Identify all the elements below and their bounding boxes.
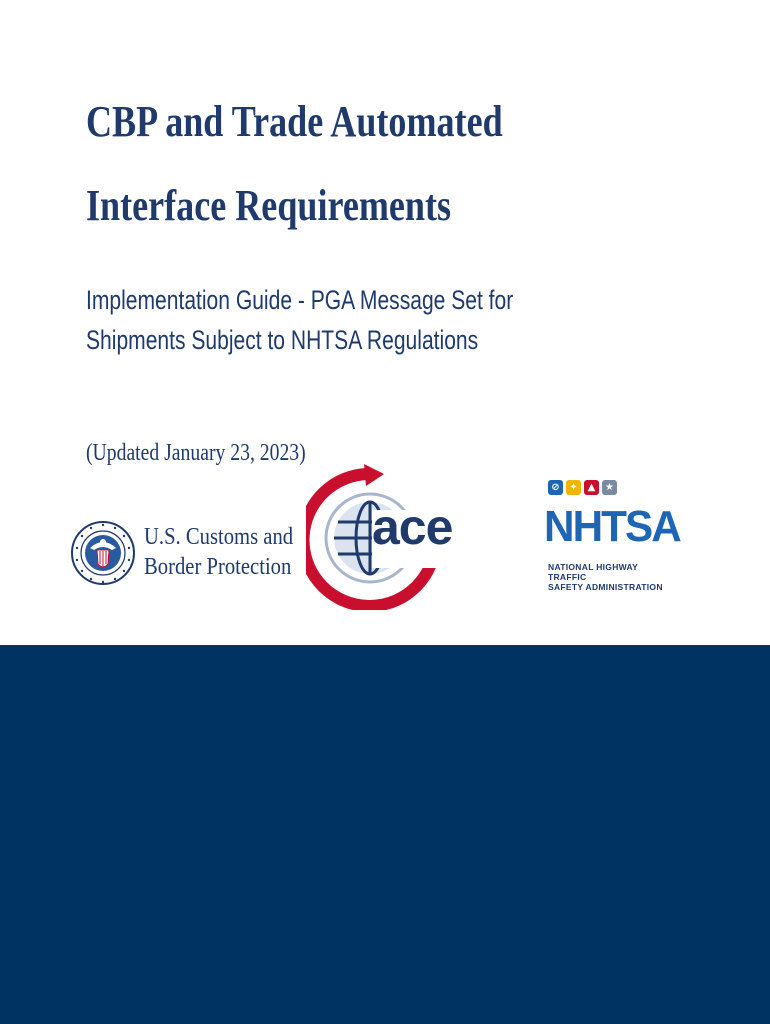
nhtsa-full-name (548, 562, 668, 592)
title-line-1: CBP and Trade Automated (86, 97, 503, 146)
updated-date: (Updated January 23, 2023) (86, 440, 306, 466)
ace-wordmark: ace (372, 499, 453, 555)
road-icon: ▲ (584, 480, 599, 495)
document-title (86, 80, 594, 248)
title-line-2: Interface Requirements (86, 181, 452, 230)
cbp-logo (70, 498, 300, 610)
nhtsa-full-line-1: NATIONAL HIGHWAY TRAFFIC (548, 562, 638, 582)
nhtsa-full-line-2: SAFETY ADMINISTRATION (548, 582, 663, 592)
nhtsa-wordmark: NHTSA (544, 502, 680, 551)
cbp-name (144, 522, 316, 582)
bottom-color-band (0, 645, 770, 1024)
pedestrian-icon: ✦ (566, 480, 581, 495)
document-subtitle (86, 280, 570, 360)
cbp-name-line-2: Border Protection (144, 554, 292, 580)
cbp-name-line-1: U.S. Customs and (144, 524, 294, 550)
star-icon: ★ (602, 480, 617, 495)
nhtsa-logo (544, 480, 680, 592)
dhs-seal-icon (70, 498, 136, 608)
subtitle-line-2: Shipments Subject to NHTSA Regulations (86, 325, 479, 355)
ace-logo (306, 462, 456, 610)
nhtsa-icon-row (548, 480, 617, 495)
subtitle-line-1: Implementation Guide - PGA Message Set for (86, 285, 514, 315)
seatbelt-icon: ⊘ (548, 480, 563, 495)
